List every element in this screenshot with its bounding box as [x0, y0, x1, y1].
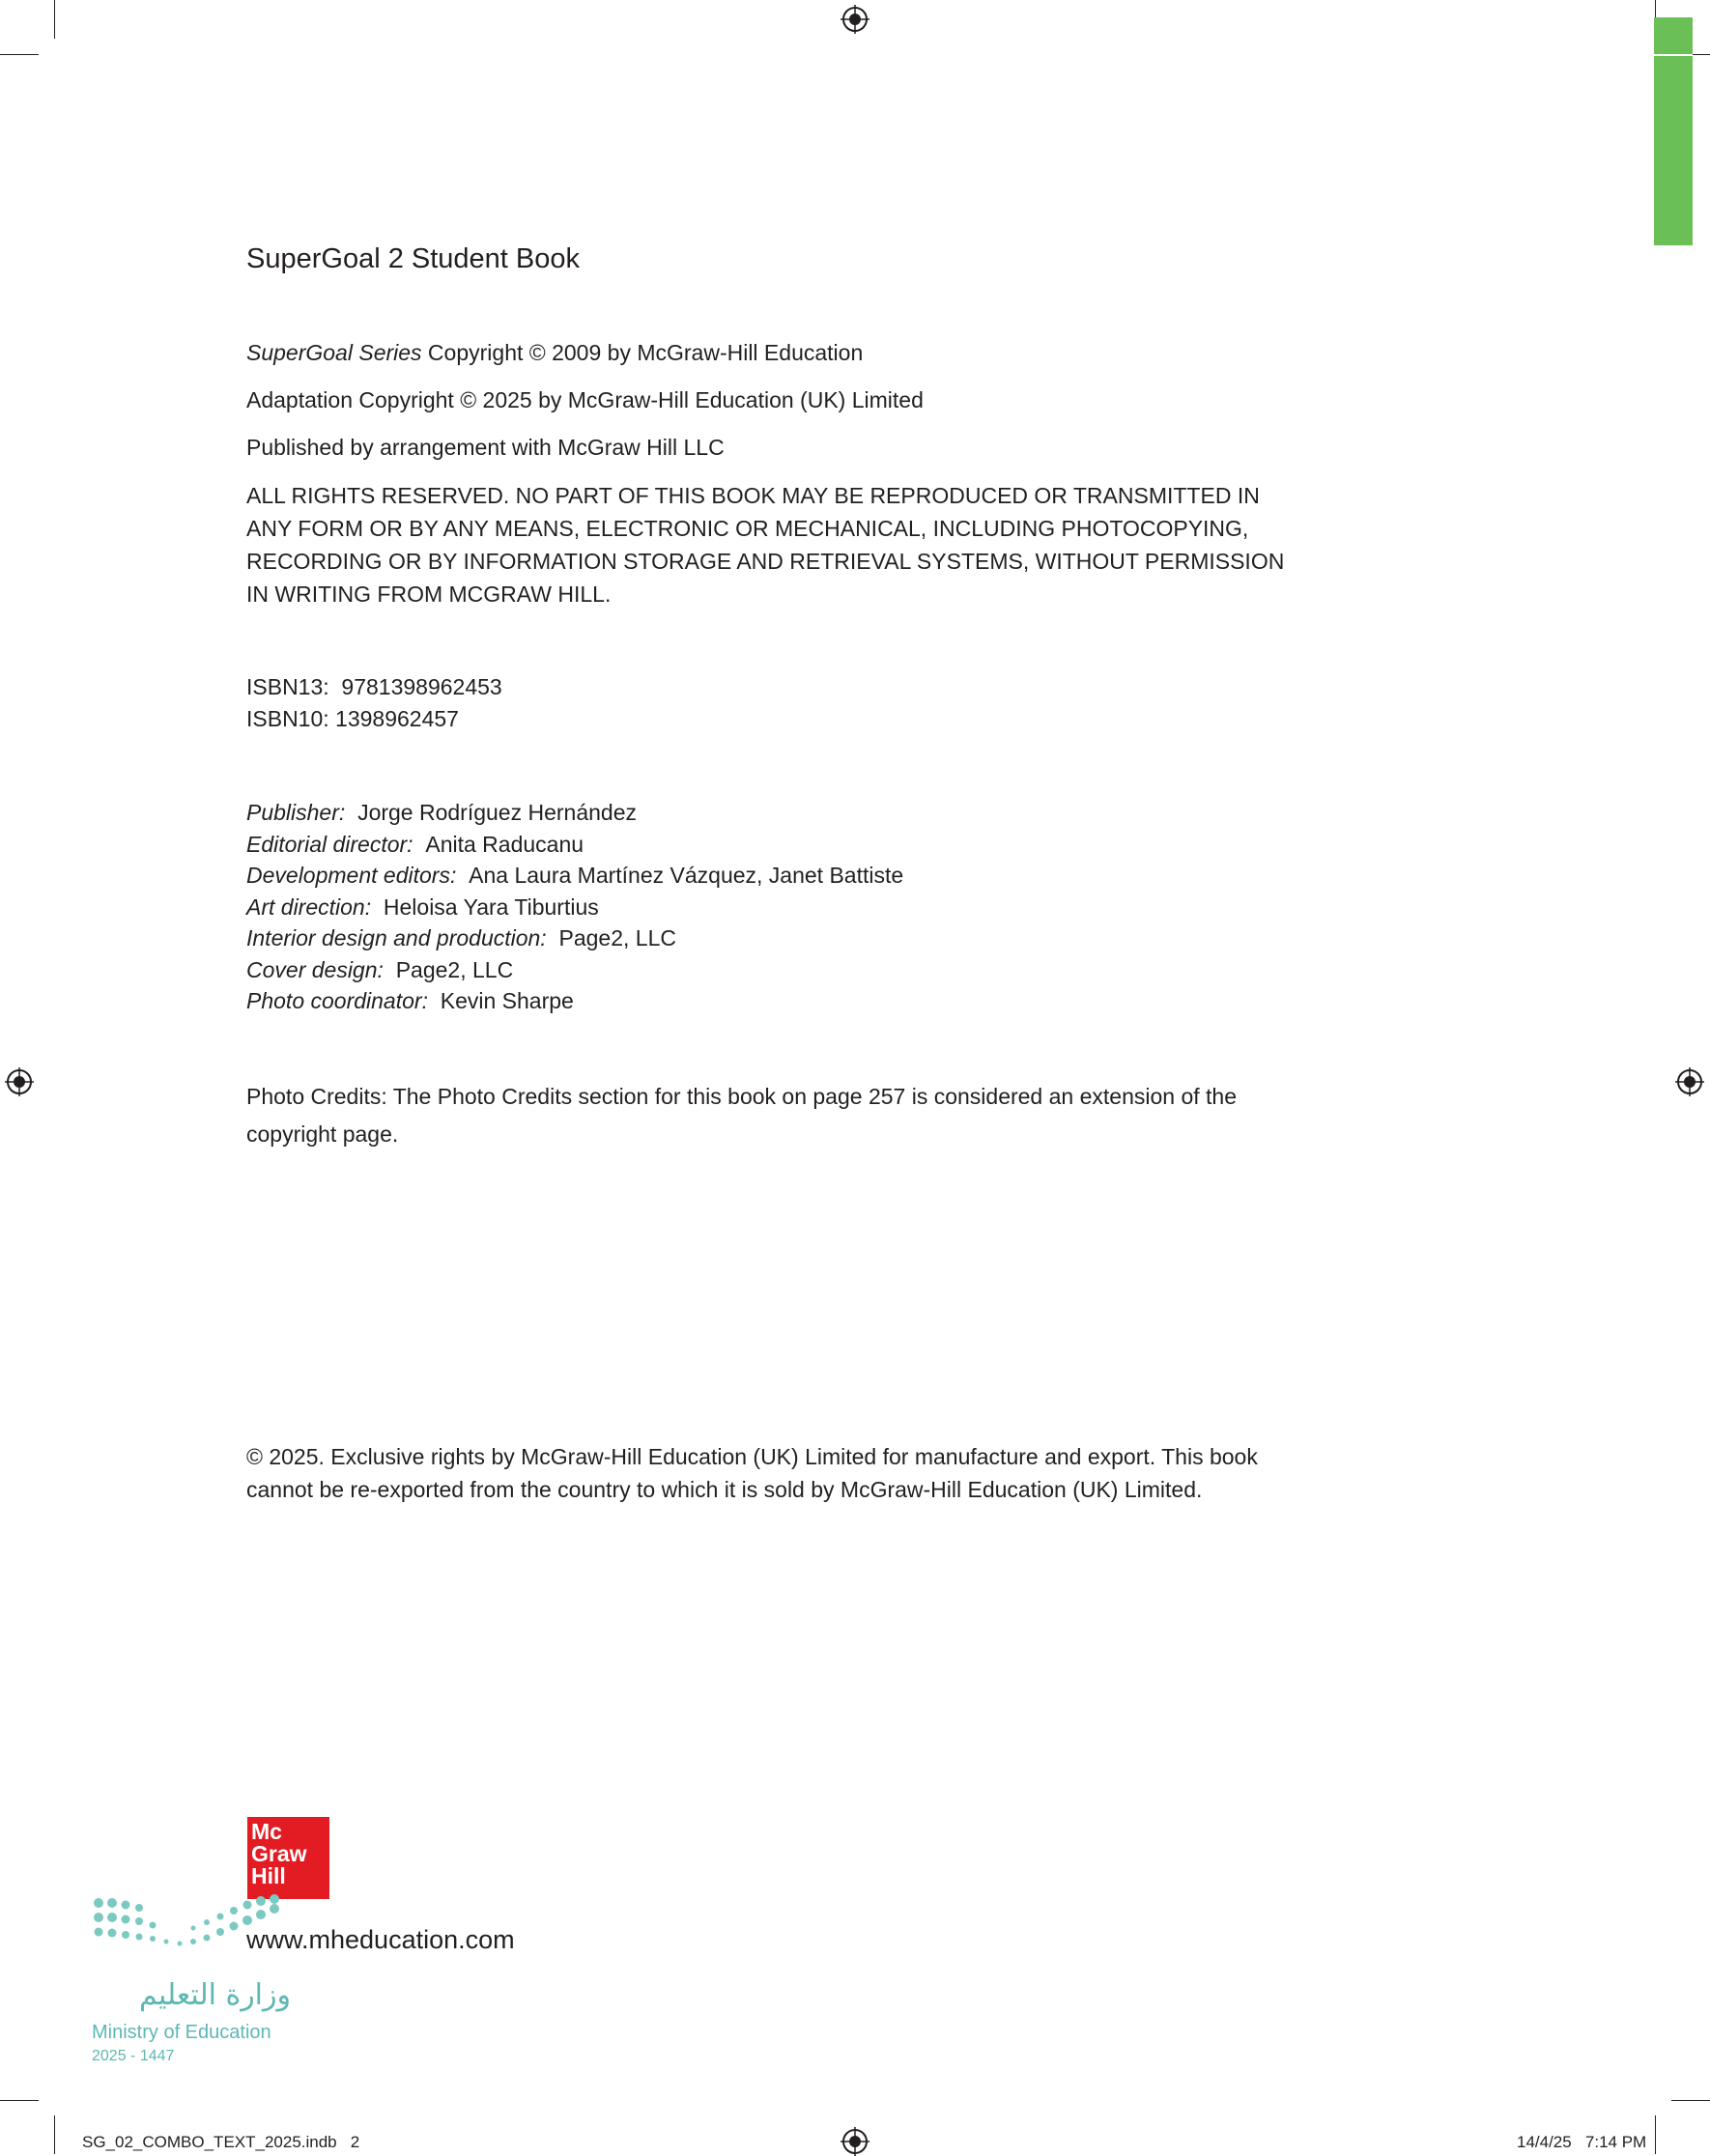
crop-mark: [54, 2115, 55, 2154]
ministry-year: 2025 - 1447: [92, 2048, 175, 2064]
isbn10: ISBN10: 1398962457: [246, 706, 459, 731]
credits-list: [246, 797, 903, 1017]
credit-name: Anita Raducanu: [425, 831, 584, 857]
credit-role: Publisher:: [246, 800, 346, 825]
credit-row: [246, 985, 903, 1017]
credit-row: [246, 829, 903, 861]
footer-filename: SG_02_COMBO_TEXT_2025.indb 2: [82, 2133, 360, 2151]
credit-row: [246, 860, 903, 892]
registration-mark-icon: [5, 1067, 34, 1096]
credit-name: Page2, LLC: [395, 956, 514, 982]
crop-mark: [1671, 2100, 1710, 2101]
exclusive-rights: © 2025. Exclusive rights by McGraw-Hill Education (UK) Limited for manufacture and export. This book cannot be re-exported from the country to which it is sold by McGraw-Hill Education (UK) Limited.: [246, 1444, 1258, 1502]
isbn13: ISBN13: 9781398962453: [246, 674, 502, 699]
logo-line-1: Mc: [251, 1819, 282, 1844]
credit-name: Page2, LLC: [558, 925, 676, 950]
series-name: SuperGoal Series: [246, 340, 422, 365]
registration-mark-icon: [841, 5, 869, 34]
credit-name: Jorge Rodríguez Hernández: [357, 800, 638, 825]
series-copyright: [246, 337, 863, 369]
ministry-english: Ministry of Education: [92, 2022, 271, 2043]
credit-name: Kevin Sharpe: [440, 988, 574, 1013]
credit-row: [246, 892, 903, 923]
crop-mark: [0, 2100, 39, 2101]
rights-reserved: ALL RIGHTS RESERVED. NO PART OF THIS BOOK MAY BE REPRODUCED OR TRANSMITTED IN ANY FORM OR BY ANY MEANS, ELECTRONIC OR MECHANICAL, INCLUDING PHOTOCOPYING, RECORDING OR BY INFORMATION STORAGE AND RETRIEVAL SYSTEMS, WITHOUT PERMISSION IN WRITING FROM MCGRAW HILL.: [246, 483, 1285, 607]
credit-role: Development editors:: [246, 863, 457, 888]
credit-role: Photo coordinator:: [246, 988, 428, 1013]
logo-line-2: Graw: [251, 1841, 307, 1866]
credit-row: [246, 797, 903, 829]
crop-mark: [1655, 2115, 1656, 2154]
photo-credits: Photo Credits: The Photo Credits section for this book on page 257 is considered an extension of the copyright page.: [246, 1084, 1237, 1147]
ministry-arabic: وزارة التعليم: [138, 1978, 291, 2012]
logo-line-3: Hill: [251, 1863, 286, 1888]
crop-mark: [54, 0, 55, 39]
registration-mark-icon: [1675, 1067, 1704, 1096]
book-title: SuperGoal 2 Student Book: [246, 243, 581, 274]
mcgraw-hill-logo: [247, 1817, 329, 1899]
green-tab-divider: [1654, 54, 1693, 56]
credit-row: [246, 954, 903, 986]
footer-date: 14/4/25 7:14 PM: [1517, 2133, 1647, 2151]
series-copyright-text: Copyright © 2009 by McGraw-Hill Education: [421, 340, 864, 365]
credit-role: Interior design and production:: [246, 925, 547, 950]
published-by: Published by arrangement with McGraw Hill LLC: [246, 435, 725, 460]
green-thumb-tab: [1654, 17, 1693, 245]
website-link[interactable]: www.mheducation.com: [246, 1925, 515, 1954]
credit-role: Art direction:: [246, 894, 372, 920]
credit-role: Cover design:: [246, 956, 384, 982]
adaptation-copyright: Adaptation Copyright © 2025 by McGraw-Hill Education (UK) Limited: [246, 387, 924, 412]
credit-role: Editorial director:: [246, 831, 413, 857]
credit-name: Ana Laura Martínez Vázquez, Janet Battiste: [469, 863, 904, 888]
crop-mark: [0, 54, 39, 55]
registration-mark-icon: [841, 2127, 869, 2156]
credit-name: Heloisa Yara Tiburtius: [383, 894, 599, 920]
credit-row: [246, 922, 903, 954]
